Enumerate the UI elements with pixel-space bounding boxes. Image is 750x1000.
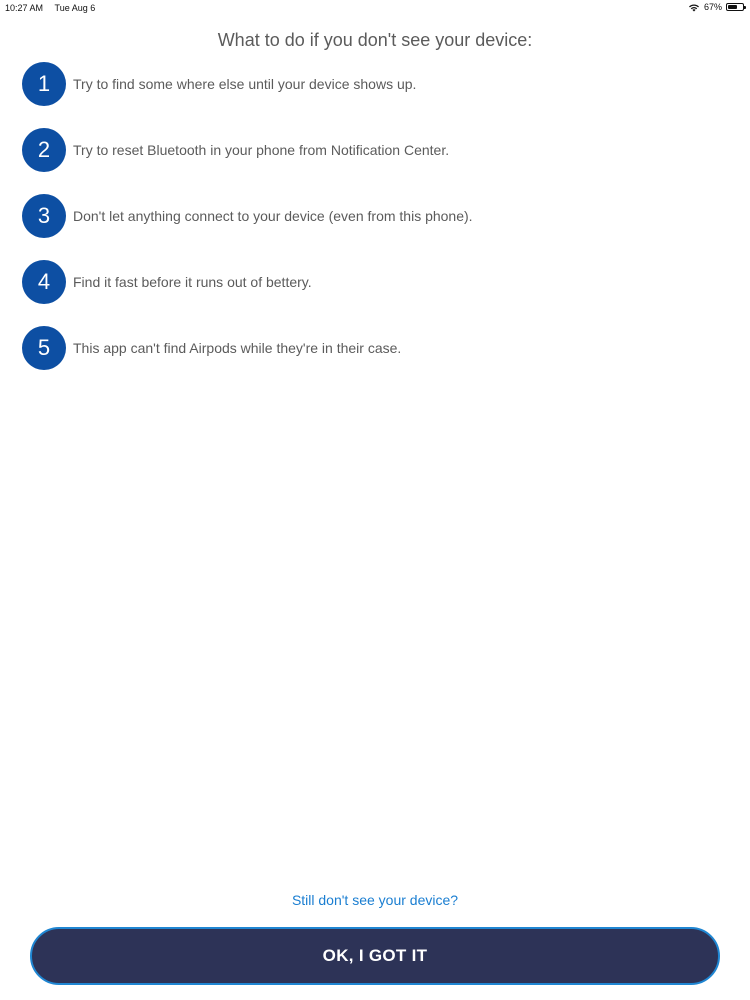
- status-left: [5, 3, 95, 13]
- battery-percent: 67%: [703, 2, 722, 12]
- step-number-badge: 3: [22, 194, 66, 238]
- step-item: [22, 62, 722, 106]
- page-title: What to do if you don't see your device:: [217, 30, 533, 50]
- status-right: [688, 2, 744, 12]
- step-text: Try to reset Bluetooth in your phone from Notification Center.: [73, 142, 450, 158]
- wifi-icon: [688, 3, 700, 12]
- still-dont-see-device-link[interactable]: Still don't see your device?: [291, 892, 459, 908]
- status-time: 10:27 AM: [5, 3, 44, 13]
- step-number-badge: 4: [22, 260, 66, 304]
- step-text: Try to find some where else until your device shows up.: [73, 76, 417, 92]
- steps-list: [22, 62, 722, 392]
- step-item: [22, 260, 722, 304]
- step-number-badge: 2: [22, 128, 66, 172]
- step-number-badge: 5: [22, 326, 66, 370]
- status-date: Tue Aug 6: [54, 3, 96, 13]
- battery-icon: [726, 3, 744, 11]
- step-text: This app can't find Airpods while they're in their case.: [73, 340, 402, 356]
- battery-nub: [744, 6, 746, 9]
- step-item: [22, 326, 722, 370]
- status-bar: [0, 0, 750, 16]
- battery-fill: [728, 5, 737, 9]
- ok-got-it-button[interactable]: OK, I GOT IT: [30, 927, 720, 985]
- step-item: [22, 128, 722, 172]
- step-item: [22, 194, 722, 238]
- step-text: Don't let anything connect to your device (even from this phone).: [73, 208, 473, 224]
- step-text: Find it fast before it runs out of bettery.: [73, 274, 312, 290]
- step-number-badge: 1: [22, 62, 66, 106]
